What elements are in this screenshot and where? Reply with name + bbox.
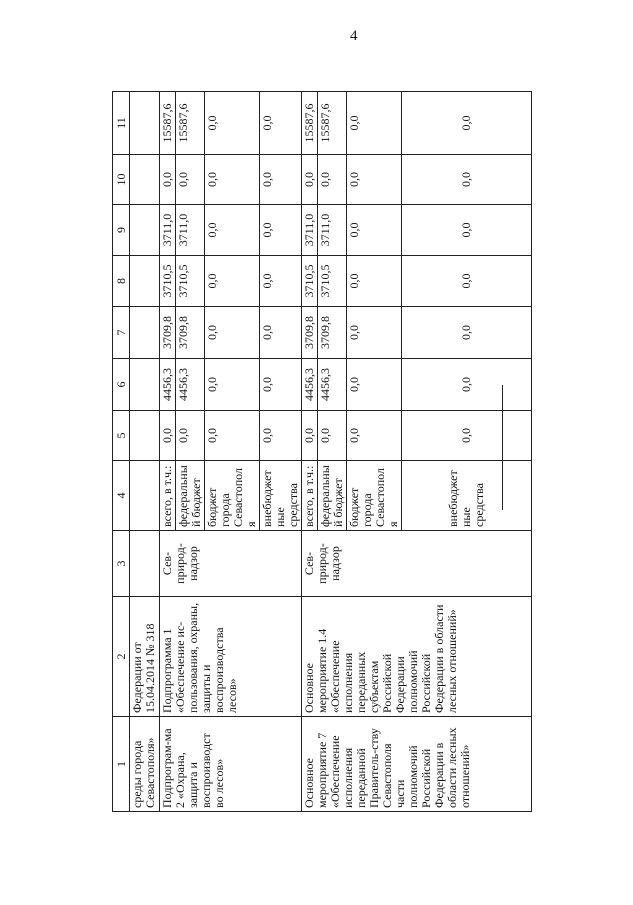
value-cell: 3710,5 (318, 256, 347, 307)
header-cell: 11 (113, 92, 130, 155)
value-cell: 0,0 (260, 411, 302, 461)
value-cell: 0,0 (205, 205, 260, 256)
value-cell: 0,0 (205, 155, 260, 205)
value-cell: 4456,3 (302, 359, 318, 411)
executor-cell: Сев-природ-надзор (302, 531, 532, 597)
header-cell: 3 (113, 531, 130, 597)
value-cell: 15587,6 (160, 92, 176, 155)
value-cell: 0,0 (347, 359, 402, 411)
source-cell: федеральный бюджет (176, 461, 205, 531)
value-cell: 15587,6 (302, 92, 318, 155)
value-cell: 0,0 (347, 307, 402, 359)
value-cell: 3709,8 (302, 307, 318, 359)
cont-cell-2: Федерации от 15.04.2014 № 318 (130, 597, 160, 717)
value-cell: 15587,6 (318, 92, 347, 155)
value-cell: 4456,3 (318, 359, 347, 411)
source-cell: внебюджетные средства (260, 461, 302, 531)
value-cell: 0,0 (160, 155, 176, 205)
header-cell: 7 (113, 307, 130, 359)
value-cell: 0,0 (260, 92, 302, 155)
value-cell: 0,0 (318, 155, 347, 205)
value-cell: 0,0 (318, 411, 347, 461)
value-cell: 3710,5 (302, 256, 318, 307)
value-cell: 0,0 (402, 359, 532, 411)
value-cell: 0,0 (402, 307, 532, 359)
value-cell: 3710,5 (176, 256, 205, 307)
value-cell: 0,0 (347, 205, 402, 256)
continuation-row (130, 92, 160, 812)
value-cell: 4456,3 (176, 359, 205, 411)
table-row (302, 92, 318, 812)
value-cell: 0,0 (402, 92, 532, 155)
header-cell: 4 (113, 461, 130, 531)
value-cell: 0,0 (260, 205, 302, 256)
value-cell: 0,0 (347, 92, 402, 155)
value-cell: 0,0 (160, 411, 176, 461)
source-cell: внебюджетные средства (402, 461, 532, 531)
value-cell: 0,0 (260, 256, 302, 307)
value-cell: 3709,8 (318, 307, 347, 359)
signature-divider (502, 385, 503, 510)
value-cell: 4456,3 (160, 359, 176, 411)
header-cell: 6 (113, 359, 130, 411)
value-cell: 0,0 (260, 155, 302, 205)
value-cell: 0,0 (402, 411, 532, 461)
subprogram-cell: Подпрограмма 1 «Обеспечение ис-пользования, охраны, защиты и воспроизводства лесов» (160, 597, 302, 717)
rotated-table-wrapper (112, 92, 532, 812)
header-row (113, 92, 130, 812)
header-cell: 1 (113, 717, 130, 812)
value-cell: 15587,6 (176, 92, 205, 155)
source-cell: бюджет города Севастополя (347, 461, 402, 531)
value-cell: 0,0 (205, 411, 260, 461)
value-cell: 0,0 (260, 359, 302, 411)
header-cell: 2 (113, 597, 130, 717)
page-number: 4 (350, 28, 358, 44)
value-cell: 0,0 (402, 155, 532, 205)
source-cell: всего, в т.ч.: (302, 461, 318, 531)
header-cell: 8 (113, 256, 130, 307)
value-cell: 3711,0 (176, 205, 205, 256)
program-cell: Подпрограм-ма 2 «Охрана, защита и воспроизводст во лесов» (160, 717, 302, 812)
value-cell: 0,0 (176, 155, 205, 205)
value-cell: 0,0 (205, 359, 260, 411)
value-cell: 0,0 (402, 205, 532, 256)
value-cell: 0,0 (302, 155, 318, 205)
budget-table (112, 91, 532, 812)
value-cell: 3711,0 (318, 205, 347, 256)
table-row (160, 92, 176, 812)
value-cell: 0,0 (176, 411, 205, 461)
value-cell: 3709,8 (160, 307, 176, 359)
source-cell: всего, в т.ч.: (160, 461, 176, 531)
header-cell: 10 (113, 155, 130, 205)
value-cell: 0,0 (347, 411, 402, 461)
source-cell: федеральный бюджет (318, 461, 347, 531)
source-cell: бюджет города Севастополя (205, 461, 260, 531)
value-cell: 3711,0 (160, 205, 176, 256)
value-cell: 3711,0 (302, 205, 318, 256)
executor-cell: Сев-природ-надзор (160, 531, 302, 597)
value-cell: 3709,8 (176, 307, 205, 359)
program-cell: Основное мероприятие 7 «Обеспечение исполнения переданной Правитель-ству Севастополя части полномочий Российской Федерации в области лесных отношений» (302, 717, 532, 812)
subprogram-cell: Основное мероприятие 1.4 «Обеспечение исполнения переданных субъектам Российской Федерации полномочий Российской Федерации в области лесных отношений» (302, 597, 532, 717)
header-cell: 9 (113, 205, 130, 256)
value-cell: 0,0 (402, 256, 532, 307)
header-cell: 5 (113, 411, 130, 461)
value-cell: 0,0 (205, 92, 260, 155)
value-cell: 0,0 (302, 411, 318, 461)
value-cell: 0,0 (260, 307, 302, 359)
value-cell: 0,0 (347, 256, 402, 307)
value-cell: 3710,5 (160, 256, 176, 307)
cont-cell-1: среды города Севастополя» (130, 717, 160, 812)
value-cell: 0,0 (205, 307, 260, 359)
value-cell: 0,0 (347, 155, 402, 205)
value-cell: 0,0 (205, 256, 260, 307)
